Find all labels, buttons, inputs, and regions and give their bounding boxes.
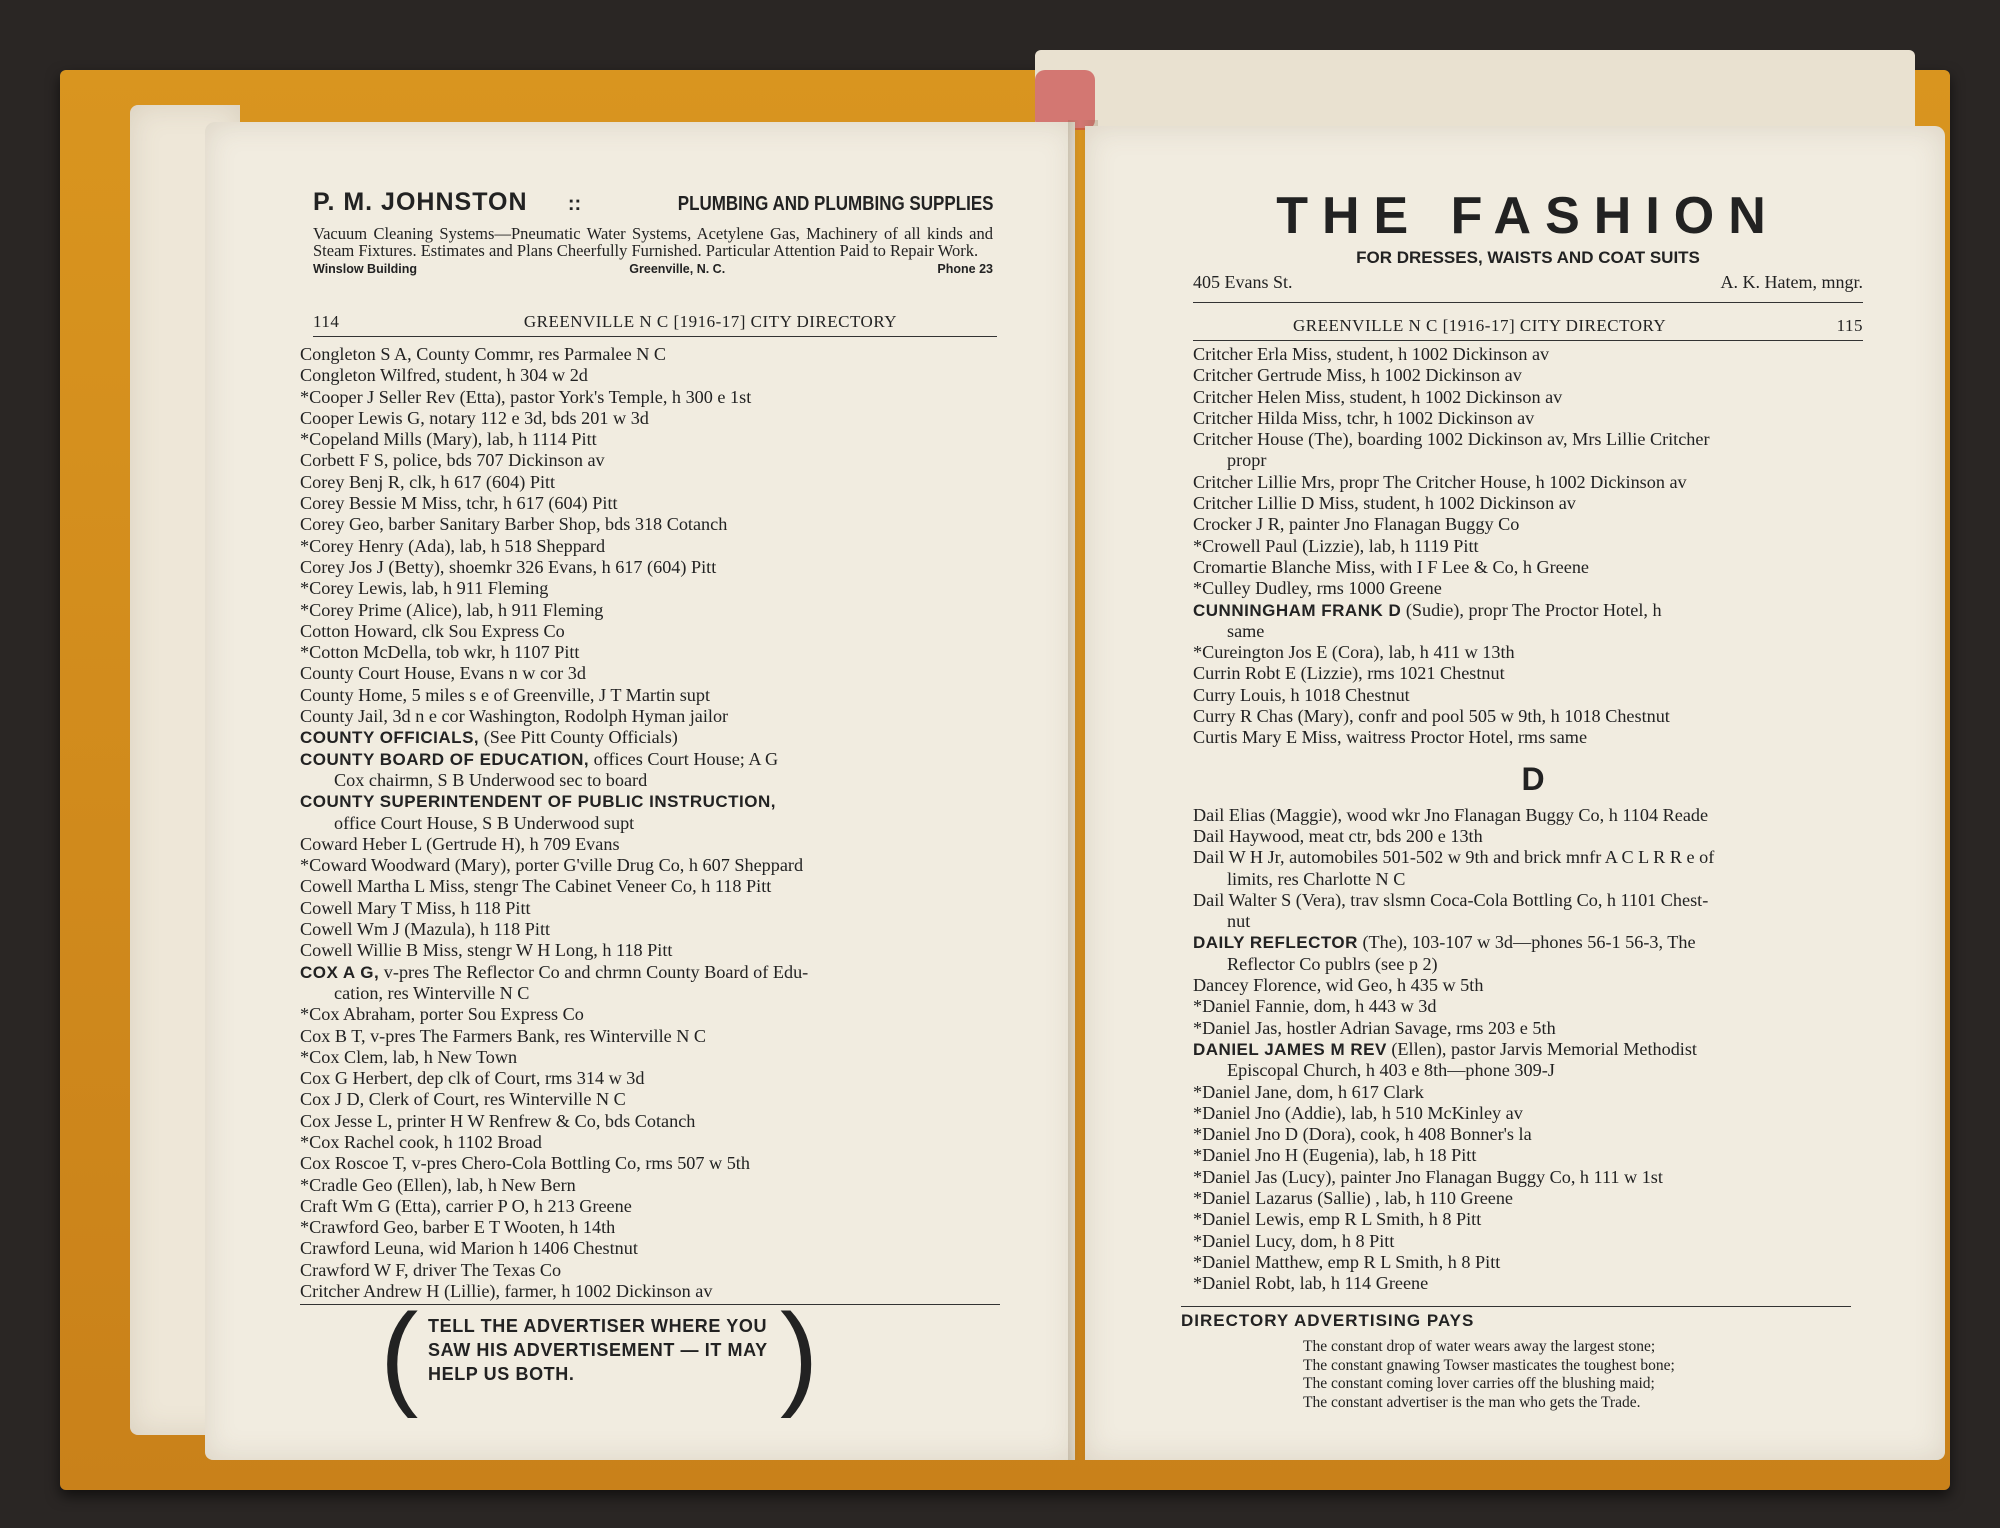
- directory-entry: [1193, 472, 1873, 493]
- directory-entry: [1193, 1273, 1873, 1294]
- directory-entry: [1193, 642, 1873, 663]
- entry-text: *Cox Rachel cook, h 1102 Broad: [300, 1131, 542, 1152]
- directory-entry: [1193, 890, 1873, 933]
- right-parenthesis: ): [780, 1291, 819, 1419]
- advertising-pays-verse: [1303, 1338, 1803, 1412]
- entry-text: Critcher House (The), boarding 1002 Dickinson av, Mrs Lillie Critcher: [1193, 429, 1710, 450]
- directory-entry: [300, 1026, 1000, 1047]
- ad-phone: Phone 23: [937, 262, 993, 276]
- directory-entry: [300, 940, 1000, 961]
- directory-entry: [1193, 1103, 1873, 1124]
- directory-entry: [300, 876, 1000, 897]
- entry-text: Dail Haywood, meat ctr, bds 200 e 13th: [1193, 825, 1483, 846]
- entry-text: Cox J D, Clerk of Court, res Winterville N C: [300, 1089, 626, 1110]
- entry-text: *Corey Lewis, lab, h 911 Fleming: [300, 578, 549, 599]
- entry-text: Congleton S A, County Commr, res Parmalee N C: [300, 344, 667, 364]
- entry-text: *Daniel Jno H (Eugenia), lab, h 18 Pitt: [1193, 1145, 1477, 1166]
- entry-text: Cooper Lewis G, notary 112 e 3d, bds 201 w 3d: [300, 407, 649, 428]
- entry-text: *Daniel Robt, lab, h 114 Greene: [1193, 1273, 1429, 1294]
- directory-entry: [300, 1068, 1000, 1089]
- directory-entry: [300, 429, 1000, 450]
- directory-entry: [300, 1238, 1000, 1259]
- entry-text: Cowell Martha L Miss, stengr The Cabinet Veneer Co, h 118 Pitt: [300, 876, 772, 897]
- entry-continuation: cation, res Winterville N C: [334, 982, 530, 1003]
- directory-entry: [300, 1132, 1000, 1153]
- footer-divider: [1181, 1306, 1851, 1307]
- ad-company-name: P. M. JOHNSTON: [313, 188, 528, 216]
- entry-text: *Daniel Lewis, emp R L Smith, h 8 Pitt: [1193, 1209, 1482, 1230]
- fashion-address: 405 Evans St.: [1193, 272, 1293, 292]
- entry-text: Cromartie Blanche Miss, with I F Lee & Co, h Greene: [1193, 556, 1589, 577]
- entry-text: Cox Roscoe T, v-pres Chero-Cola Bottling Co, rms 507 w 5th: [300, 1153, 750, 1174]
- entry-text: Cotton Howard, clk Sou Express Co: [300, 620, 565, 641]
- entry-text: Curry R Chas (Mary), confr and pool 505 w 9th, h 1018 Chestnut: [1193, 706, 1670, 727]
- directory-entry: [300, 1217, 1000, 1238]
- directory-entry: [1193, 429, 1873, 472]
- entry-text: (Sudie), propr The Proctor Hotel, h: [1401, 599, 1662, 620]
- entry-text: Crocker J R, painter Jno Flanagan Buggy Co: [1193, 514, 1520, 535]
- entry-text: offices Court House; A G: [589, 748, 779, 769]
- page-number: 115: [1836, 316, 1863, 335]
- directory-entry: [300, 1089, 1000, 1110]
- entry-text: Craft Wm G (Etta), carrier P O, h 213 Greene: [300, 1195, 632, 1216]
- left-parenthesis: (: [380, 1291, 419, 1419]
- entry-text: *Crawford Geo, barber E T Wooten, h 14th: [300, 1217, 616, 1238]
- directory-entry: [1193, 727, 1873, 748]
- directory-entry: [300, 1260, 1000, 1281]
- entry-text: *Daniel Lazarus (Sallie) , lab, h 110 Greene: [1193, 1187, 1514, 1208]
- entry-text: *Daniel Matthew, emp R L Smith, h 8 Pitt: [1193, 1251, 1501, 1272]
- directory-entry: [1193, 1231, 1873, 1252]
- directory-entry: [300, 1175, 1000, 1196]
- directory-entry: [1193, 387, 1873, 408]
- entry-text: *Cotton McDella, tob wkr, h 1107 Pitt: [300, 642, 580, 663]
- entry-text: Critcher Lillie D Miss, student, h 1002 Dickinson av: [1193, 493, 1576, 514]
- entry-continuation: Reflector Co publrs (see p 2): [1227, 953, 1438, 974]
- entry-text: Dail Elias (Maggie), wood wkr Jno Flanagan Buggy Co, h 1104 Reade: [1193, 804, 1709, 825]
- directory-entry: [300, 1004, 1000, 1025]
- fashion-ad-subtitle: FOR DRESSES, WAISTS AND COAT SUITS: [1356, 248, 1700, 267]
- directory-entry: [300, 834, 1000, 855]
- directory-entry: [1193, 1124, 1873, 1145]
- directory-entry: [300, 1047, 1000, 1068]
- entry-text: *Cureington Jos E (Cora), lab, h 411 w 13th: [1193, 642, 1515, 663]
- entry-text: Critcher Lillie Mrs, propr The Critcher House, h 1002 Dickinson av: [1193, 471, 1687, 492]
- ad-description: Vacuum Cleaning Systems—Pneumatic Water Systems, Acetylene Gas, Machinery of all kinds and Steam Fixtures. Estimates and Plans Cheerfully Furnished. Particular Attention Paid to Repair Work.: [313, 224, 993, 260]
- entry-text: *Corey Prime (Alice), lab, h 911 Fleming: [300, 599, 604, 620]
- entry-continuation: Cox chairmn, S B Underwood sec to board: [334, 769, 648, 790]
- entry-text: Critcher Hilda Miss, tchr, h 1002 Dickinson av: [1193, 407, 1535, 428]
- directory-entry: [300, 749, 1000, 792]
- tell-the-advertiser-notice: [380, 1291, 850, 1420]
- entry-text: County Court House, Evans n w cor 3d: [300, 663, 586, 684]
- entry-text: *Daniel Lucy, dom, h 8 Pitt: [1193, 1230, 1395, 1251]
- entry-text: *Daniel Jas (Lucy), painter Jno Flanagan Buggy Co, h 111 w 1st: [1193, 1166, 1663, 1187]
- directory-entry: [300, 365, 1000, 386]
- entry-text: Corey Geo, barber Sanitary Barber Shop, bds 318 Cotanch: [300, 514, 728, 535]
- directory-entry: [300, 514, 1000, 535]
- directory-entry: [1193, 1018, 1873, 1039]
- entry-text: (Ellen), pastor Jarvis Memorial Methodist: [1386, 1038, 1697, 1059]
- ad-separator: ::: [567, 193, 582, 215]
- johnston-advertisement: [313, 188, 993, 276]
- entry-text: Cowell Willie B Miss, stengr W H Long, h 118 Pitt: [300, 940, 673, 961]
- directory-entry: [1193, 578, 1873, 599]
- running-title: GREENVILLE N C [1916-17] CITY DIRECTORY: [1293, 316, 1667, 335]
- entry-text: Corey Jos J (Betty), shoemkr 326 Evans, h 617 (604) Pitt: [300, 556, 717, 577]
- entry-name-bold: COX A G,: [300, 962, 380, 982]
- entry-text: Dail Walter S (Vera), trav slsmn Coca-Cola Bottling Co, h 1101 Chest-: [1193, 889, 1709, 910]
- ad-building: Winslow Building: [313, 262, 418, 276]
- directory-entry: [300, 962, 1000, 1005]
- entry-text: *Daniel Fannie, dom, h 443 w 3d: [1193, 996, 1437, 1017]
- entry-text: Cox Jesse L, printer H W Renfrew & Co, bds Cotanch: [300, 1110, 696, 1131]
- entry-text: Cox G Herbert, dep clk of Court, rms 314 w 3d: [300, 1068, 645, 1089]
- entry-name-bold: CUNNINGHAM FRANK D: [1193, 600, 1402, 620]
- directory-entry: [300, 898, 1000, 919]
- entry-continuation: office Court House, S B Underwood supt: [334, 812, 635, 833]
- left-page: [205, 122, 1075, 1460]
- directory-entry: [300, 493, 1000, 514]
- entry-text: *Daniel Jane, dom, h 617 Clark: [1193, 1081, 1424, 1102]
- directory-entry: [1193, 826, 1873, 847]
- entry-name-bold: DAILY REFLECTOR: [1193, 933, 1358, 953]
- page-number: 114: [313, 312, 340, 331]
- entry-continuation: same: [1227, 620, 1265, 641]
- entry-text: Dail W H Jr, automobiles 501-502 w 9th and brick mnfr A C L R R e of: [1193, 847, 1715, 868]
- directory-entry: [300, 600, 1000, 621]
- entry-text: Curry Louis, h 1018 Chestnut: [1193, 684, 1410, 705]
- directory-entry: [300, 919, 1000, 940]
- letter-heading: D: [1521, 760, 1545, 797]
- directory-entry: [300, 578, 1000, 599]
- entry-text: *Daniel Jno (Addie), lab, h 510 McKinley av: [1193, 1102, 1523, 1123]
- directory-entry: [300, 685, 1000, 706]
- directory-entry: [1193, 1082, 1873, 1103]
- directory-entry: [1193, 975, 1873, 996]
- directory-entry: [300, 706, 1000, 727]
- directory-entry: [300, 855, 1000, 876]
- entry-text: Currin Robt E (Lizzie), rms 1021 Chestnut: [1193, 663, 1505, 684]
- ad-divider: [1193, 302, 1863, 303]
- directory-entry: [300, 1111, 1000, 1132]
- directory-entry: [1193, 663, 1873, 684]
- directory-entry: [300, 450, 1000, 471]
- directory-entry: [300, 408, 1000, 429]
- directory-entry: [300, 557, 1000, 578]
- entry-continuation: propr: [1227, 450, 1267, 471]
- directory-entry: [1193, 1145, 1873, 1166]
- entry-text: Congleton Wilfred, student, h 304 w 2d: [300, 365, 588, 386]
- directory-entry: [300, 472, 1000, 493]
- entry-text: *Daniel Jas, hostler Adrian Savage, rms 203 e 5th: [1193, 1017, 1556, 1038]
- directory-entry: [300, 536, 1000, 557]
- directory-entry: [1193, 600, 1873, 643]
- fashion-manager: A. K. Hatem, mngr.: [1720, 272, 1863, 292]
- entry-text: (The), 103-107 w 3d—phones 56-1 56-3, The: [1357, 932, 1696, 953]
- directory-entry: [300, 621, 1000, 642]
- entry-text: Dancey Florence, wid Geo, h 435 w 5th: [1193, 975, 1484, 996]
- entry-text: Corbett F S, police, bds 707 Dickinson av: [300, 450, 605, 471]
- right-page: [1085, 126, 1945, 1460]
- entry-name-bold: COUNTY OFFICIALS,: [300, 728, 480, 748]
- directory-entry: [300, 344, 1000, 365]
- entry-text: Coward Heber L (Gertrude H), h 709 Evans: [300, 833, 620, 854]
- entry-text: *Daniel Jno D (Dora), cook, h 408 Bonner's la: [1193, 1124, 1532, 1145]
- entry-text: *Crowell Paul (Lizzie), lab, h 1119 Pitt: [1193, 535, 1479, 556]
- entry-name-bold: COUNTY SUPERINTENDENT OF PUBLIC INSTRUCTION,: [300, 792, 776, 812]
- directory-entry: [1193, 365, 1873, 386]
- directory-entry: [1193, 1252, 1873, 1273]
- directory-entry: [1193, 706, 1873, 727]
- entry-text: *Corey Henry (Ada), lab, h 518 Sheppard: [300, 535, 606, 556]
- directory-entry: [1193, 1039, 1873, 1082]
- directory-entries-left: [300, 344, 1000, 1302]
- entry-text: *Cox Clem, lab, h New Town: [300, 1046, 518, 1067]
- directory-entry: [300, 727, 1000, 748]
- directory-entry: [300, 1153, 1000, 1174]
- directory-entry: [1193, 1167, 1873, 1188]
- verse-line: The constant drop of water wears away the largest stone;: [1303, 1338, 1656, 1355]
- entry-text: *Cradle Geo (Ellen), lab, h New Bern: [300, 1174, 576, 1195]
- entry-name-bold: COUNTY BOARD OF EDUCATION,: [300, 749, 590, 769]
- entry-text: *Coward Woodward (Mary), porter G'ville Drug Co, h 607 Sheppard: [300, 855, 804, 876]
- entry-text: Critcher Helen Miss, student, h 1002 Dickinson av: [1193, 386, 1563, 407]
- entry-text: (See Pitt County Officials): [479, 727, 678, 748]
- directory-entry: [300, 387, 1000, 408]
- directory-entries-right: [1193, 344, 1873, 1294]
- entry-text: *Cooper J Seller Rev (Etta), pastor York's Temple, h 300 e 1st: [300, 386, 752, 407]
- running-head-left: [313, 312, 997, 337]
- directory-entry: [1193, 493, 1873, 514]
- running-title: GREENVILLE N C [1916-17] CITY DIRECTORY: [523, 312, 897, 331]
- directory-entry: [1193, 408, 1873, 429]
- entry-continuation: nut: [1227, 911, 1251, 932]
- entry-text: Cox B T, v-pres The Farmers Bank, res Winterville N C: [300, 1025, 707, 1046]
- entry-text: County Jail, 3d n e cor Washington, Rodolph Hyman jailor: [300, 706, 729, 727]
- directory-entry: [1193, 344, 1873, 365]
- entry-text: v-pres The Reflector Co and chrmn County Board of Edu-: [379, 961, 809, 982]
- entry-text: *Culley Dudley, rms 1000 Greene: [1193, 578, 1442, 599]
- directory-entry: [1193, 805, 1873, 826]
- entries-c: [1193, 344, 1873, 749]
- page-stack: [1035, 50, 1915, 128]
- entry-text: Cowell Mary T Miss, h 118 Pitt: [300, 897, 531, 918]
- directory-entry: [1193, 557, 1873, 578]
- directory-entry: [1193, 996, 1873, 1017]
- notice-text: TELL THE ADVERTISER WHERE YOU SAW HIS ADVERTISEMENT — IT MAY HELP US BOTH.: [428, 1316, 768, 1384]
- verse-line: The constant gnawing Towser masticates the toughest bone;: [1303, 1356, 1675, 1374]
- directory-entry: [1193, 847, 1873, 890]
- entry-text: Corey Benj R, clk, h 617 (604) Pitt: [300, 471, 556, 492]
- ad-tagline: PLUMBING AND PLUMBING SUPPLIES: [677, 193, 993, 215]
- directory-entry: [300, 791, 1000, 834]
- directory-entry: [1193, 1188, 1873, 1209]
- entries-d: [1193, 805, 1873, 1295]
- entry-text: Corey Bessie M Miss, tchr, h 617 (604) Pitt: [300, 493, 618, 514]
- running-head-right: [1193, 316, 1863, 341]
- directory-entry: [1193, 1209, 1873, 1230]
- entry-text: Crawford Leuna, wid Marion h 1406 Chestnut: [300, 1238, 638, 1259]
- directory-entry: [300, 642, 1000, 663]
- entry-text: Critcher Gertrude Miss, h 1002 Dickinson av: [1193, 365, 1522, 386]
- directory-entry: [1193, 932, 1873, 975]
- directory-entry: [1193, 536, 1873, 557]
- entry-text: Curtis Mary E Miss, waitress Proctor Hotel, rms same: [1193, 727, 1588, 748]
- directory-entry: [1193, 685, 1873, 706]
- directory-entry: [300, 1196, 1000, 1217]
- directory-entry: [1193, 514, 1873, 535]
- entry-text: *Copeland Mills (Mary), lab, h 1114 Pitt: [300, 429, 597, 450]
- entry-continuation: limits, res Charlotte N C: [1227, 868, 1406, 889]
- entry-text: Crawford W F, driver The Texas Co: [300, 1259, 562, 1280]
- entry-text: Cowell Wm J (Mazula), h 118 Pitt: [300, 919, 551, 940]
- entry-continuation: Episcopal Church, h 403 e 8th—phone 309-J: [1227, 1060, 1555, 1081]
- fashion-ad-title: THE FASHION: [1276, 187, 1780, 245]
- directory-entry: [300, 663, 1000, 684]
- fashion-ad-contact: [1193, 272, 1863, 293]
- entry-name-bold: DANIEL JAMES M REV: [1193, 1039, 1387, 1059]
- entry-text: County Home, 5 miles s e of Greenville, J T Martin supt: [300, 684, 711, 705]
- entry-text: Critcher Andrew H (Lillie), farmer, h 1002 Dickinson av: [300, 1281, 713, 1302]
- ad-city: Greenville, N. C.: [629, 262, 726, 276]
- entry-text: *Cox Abraham, porter Sou Express Co: [300, 1004, 584, 1025]
- advertising-pays-title: DIRECTORY ADVERTISING PAYS: [1181, 1311, 1475, 1330]
- entry-text: Critcher Erla Miss, student, h 1002 Dickinson av: [1193, 344, 1550, 364]
- verse-line: The constant advertiser is the man who gets the Trade.: [1303, 1393, 1641, 1411]
- verse-line: The constant coming lover carries off the blushing maid;: [1303, 1375, 1655, 1393]
